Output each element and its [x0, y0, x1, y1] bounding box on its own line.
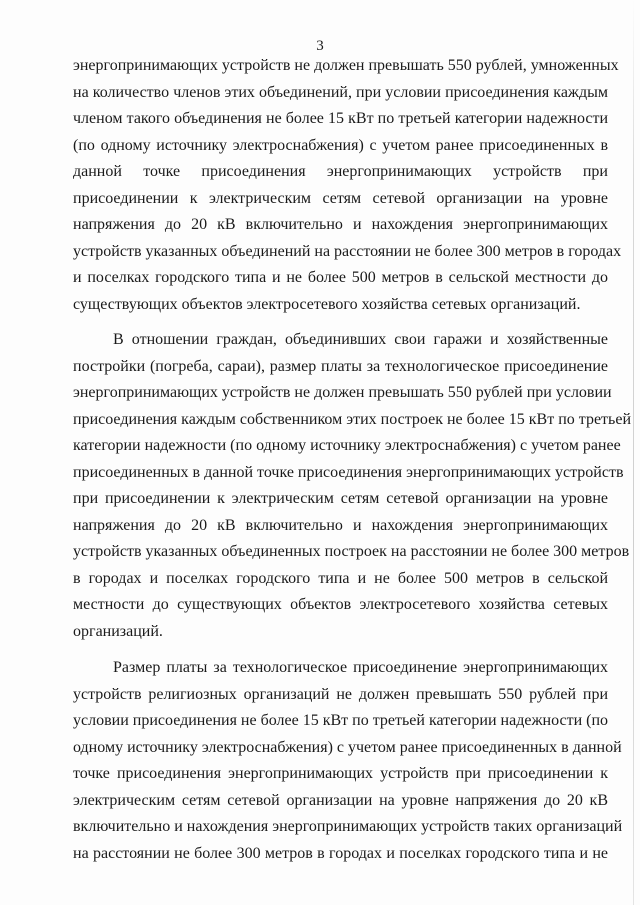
paragraph-3 — [73, 655, 623, 867]
paragraph-1 — [73, 53, 622, 318]
text-line: членом такого объединения не более 15 кВт по третьей категории надежности — [73, 110, 608, 127]
text-line: в городах и поселках городского типа и не более 500 метров в сельской — [73, 569, 608, 587]
page-number: 3 — [316, 38, 324, 54]
text-line: категории надежности (по одному источнику электроснабжения) с учетом ранее — [73, 437, 621, 454]
text-line: местности до существующих объектов электросетевого хозяйства сетевых — [73, 596, 608, 613]
text-line: одному источнику электроснабжения) с учетом ранее присоединенных в данной — [73, 738, 622, 756]
text-line: устройств указанных объединений на расстоянии не более 300 метров в городах — [73, 242, 622, 260]
text-line: и поселках городского типа и не более 500 метров в сельской местности до — [73, 269, 608, 286]
text-line: существующих объектов электросетевого хозяйства сетевых организаций. — [73, 295, 581, 313]
text-line: включительно и нахождения энергопринимающих устройств таких организаций — [73, 818, 623, 835]
text-line: постройки (погреба, сараи), размер платы за технологическое присоединение — [73, 357, 608, 375]
text-line: присоединенных в данной точке присоединения энергопринимающих устройств — [73, 463, 624, 481]
document-body — [73, 53, 631, 867]
text-line: устройств указанных объединенных построек на расстоянии не более 300 метров — [73, 543, 630, 560]
text-line: условии присоединения не более 15 кВт по третьей категории надежности (по — [73, 712, 609, 729]
text-line: (по одному источнику электроснабжения) с учетом ранее присоединенных в — [73, 136, 608, 154]
text-line: при присоединении к электрическим сетям сетевой организации на уровне — [73, 490, 608, 507]
text-line: В отношении граждан, объединивших свои гаражи и хозяйственные — [113, 331, 608, 348]
text-line: на количество членов этих объединений, при условии присоединения каждым — [73, 83, 608, 101]
paragraph-2 — [73, 327, 631, 645]
text-line: энергопринимающих устройств не должен превышать 550 рублей при условии — [73, 384, 612, 401]
text-line: устройств религиозных организаций не должен превышать 550 рублей при — [73, 685, 608, 703]
text-line: данной точке присоединения энергопринимающих устройств при — [73, 163, 608, 180]
text-line: на расстоянии не более 300 метров в городах и поселках городского типа и не — [73, 844, 608, 862]
text-line: напряжения до 20 кВ включительно и нахождения энергопринимающих — [73, 516, 608, 534]
text-line: напряжения до 20 кВ включительно и нахождения энергопринимающих — [73, 216, 608, 233]
text-line: Размер платы за технологическое присоединение энергопринимающих — [113, 659, 608, 676]
page-edge-shadow — [633, 0, 634, 905]
text-line: точке присоединения энергопринимающих устройств при присоединении к — [73, 765, 608, 782]
text-line: электрическим сетям сетевой организации на уровне напряжения до 20 кВ — [73, 791, 608, 809]
text-line: энергопринимающих устройств не должен превышать 550 рублей, умноженных — [73, 57, 619, 74]
text-line: организаций. — [73, 622, 163, 640]
text-line: присоединения каждым собственником этих построек не более 15 кВт по третьей — [73, 410, 631, 428]
text-line: присоединении к электрическим сетям сетевой организации на уровне — [73, 189, 608, 207]
